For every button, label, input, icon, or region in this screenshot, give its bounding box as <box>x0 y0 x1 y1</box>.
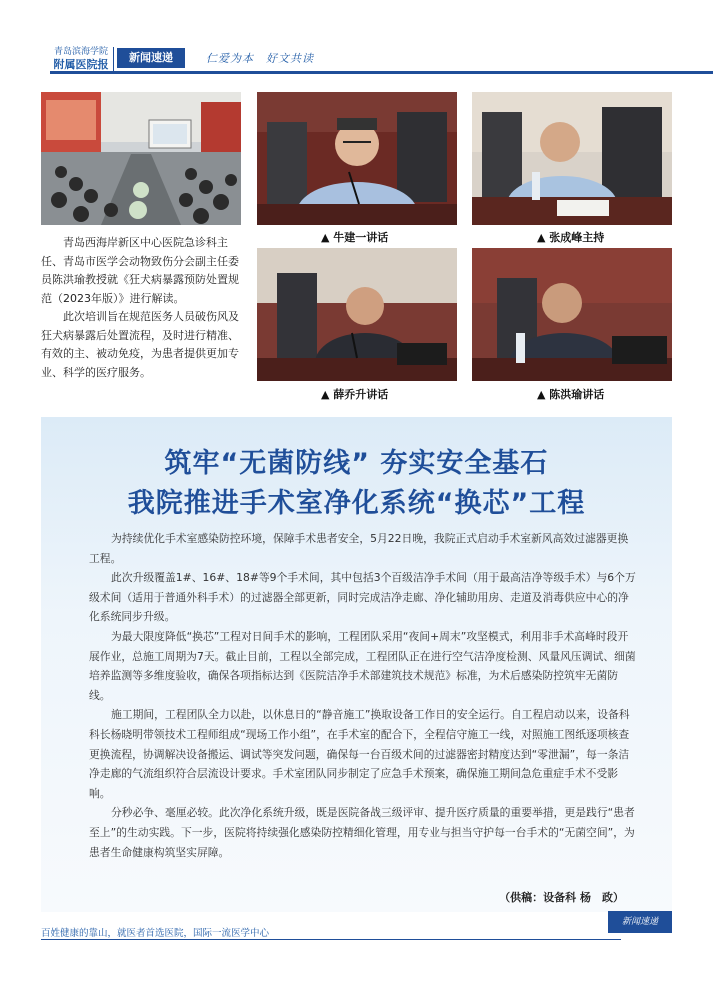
newspaper-masthead <box>50 47 112 71</box>
section-badge: 新闻速递 <box>117 48 185 68</box>
footer-rule <box>41 939 621 940</box>
intro-text <box>41 234 244 382</box>
intro-paragraph: 此次培训旨在规范医务人员破伤风及狂犬病暴露后处置流程，及时进行精准、有效的主、被动免疫，为患者提供更加专业、科学的医疗服务。 <box>41 310 239 379</box>
header-rule <box>50 71 713 74</box>
article-body <box>89 529 637 862</box>
speaker-photo-niu <box>257 92 457 225</box>
article-paragraph: 为最大限度降低“换芯”工程对日间手术的影响，工程团队采用“夜间+周末”攻坚模式，利用非手术高峰时段开展作业，总施工周期为7天。截止目前，工程以全部完成，工程团队正在进行空气洁净度检测、风量风压调试、细菌培养监测等多维度验收，确保各项指标达到《医院洁净手术部建筑技术规范》标准，为术后感染防控筑牢无菌防线。 <box>89 629 636 702</box>
article-title-line1: 筑牢“无菌防线” 夯实安全基石 <box>164 448 549 479</box>
photo-caption-3: ▲ 薛乔升讲话 <box>321 388 389 401</box>
article-paragraph: 分秒必争、毫厘必较。此次净化系统升级，既是医院备战三级评审、提升医疗质量的重要举措，更是践行“患者至上”的生动实践。下一步，医院将持续强化感染防控精细化管理，用专业与担当守护每一台手术的“无菌空间”，为患者生命健康构筑坚实屏障。 <box>89 806 635 859</box>
footer-section-tag: 新闻速递 <box>608 911 672 933</box>
footer-tagline: 百姓健康的靠山，就医者首选医院，国际一流医学中心 <box>41 928 270 939</box>
intro-paragraph: 青岛西海岸新区中心医院急诊科主任、青岛市医学会动物致伤分会副主任委员陈洪瑜教授就《狂犬病暴露预防处置规范（2023年版）》进行解读。 <box>41 236 239 305</box>
header-divider <box>113 47 114 71</box>
header-slogan: 仁爱为本 好文共读 <box>206 52 314 65</box>
article-paragraph: 施工期间，工程团队全力以赴，以休息日的“静音施工”换取设备工作日的安全运行。自工程启动以来，设备科科长杨晓明带领技术工程师组成“现场工作小组”，在手术室的配合下，全程信守施工一线，对照施工图纸逐项核查更换流程，协调解决设备搬运、调试等突发问题，确保每一台百级术间的过滤器密封精度达到“零泄漏”，每一条洁净走廊的气流组织符合层流设计要求。手术室团队同步制定了应急手术预案，确保施工期间急危重症手术不受影响。 <box>89 708 630 800</box>
speaker-photo-zhang <box>472 92 672 225</box>
masthead-line1: 青岛滨海学院 <box>53 47 108 57</box>
article-paragraph: 此次升级覆盖1#、16#、18#等9个手术间，其中包括3个百级洁净手术间（用于最高洁净等级手术）与6个万级术间（适用于普通外科手术）的过滤器全部更新，同时完成洁净走廊、净化辅助用房、走道及消毒供应中心的净化系统同步升级。 <box>89 571 636 624</box>
masthead-line2: 附属医院报 <box>53 58 109 71</box>
page-header <box>0 0 713 80</box>
article-section <box>41 417 672 912</box>
photo-caption-2: ▲ 张成峰主持 <box>537 231 605 244</box>
photo-caption-1: ▲ 牛建一讲话 <box>321 231 389 244</box>
article-credit: （供稿：设备科 杨 政） <box>499 891 624 904</box>
article-paragraph: 为持续优化手术室感染防控环境，保障手术患者安全，5月22日晚，我院正式启动手术室新风高效过滤器更换工程。 <box>89 532 629 565</box>
speaker-photo-xue <box>257 248 457 381</box>
meeting-room-photo <box>41 92 241 225</box>
article-title-line2: 我院推进手术室净化系统“换芯”工程 <box>127 488 586 519</box>
speaker-photo-chen <box>472 248 672 381</box>
photo-caption-4: ▲ 陈洪瑜讲话 <box>537 388 605 401</box>
